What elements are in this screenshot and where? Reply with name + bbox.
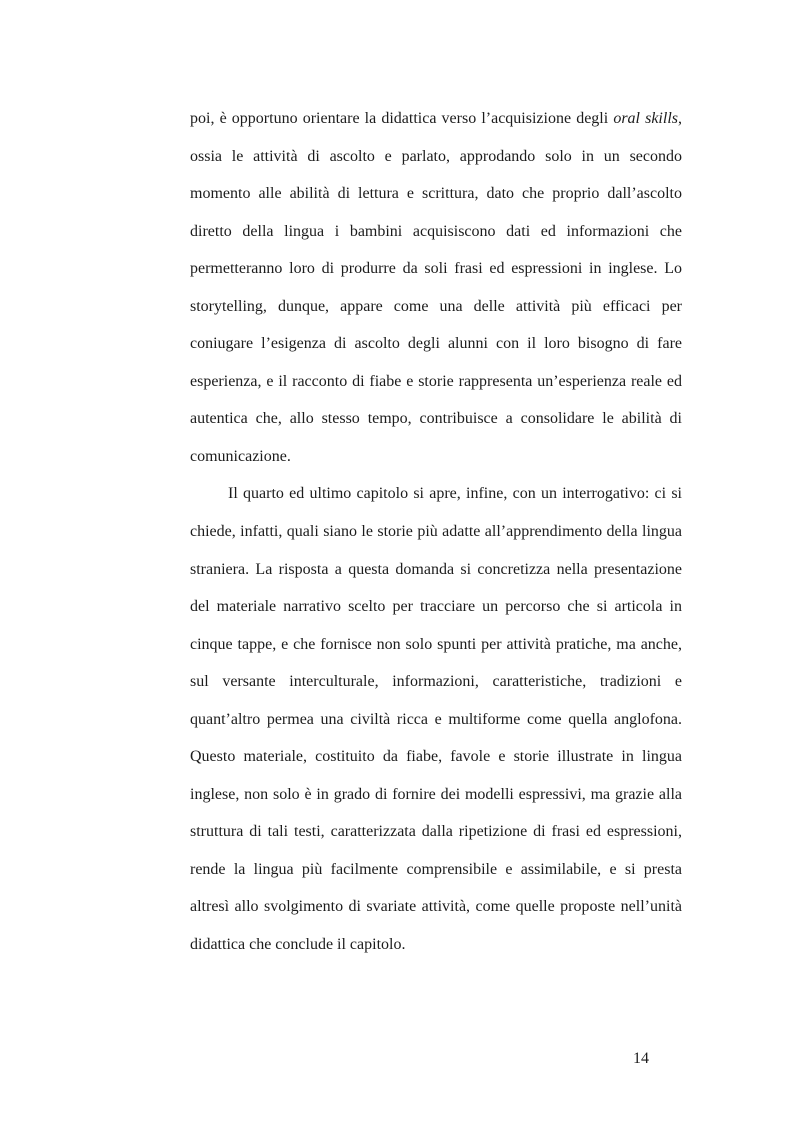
italic-text-run: oral skills [613,110,678,127]
text-run: poi, è opportuno orientare la didattica verso l’acquisizione degli [190,110,614,127]
paragraph-1 [190,100,682,475]
document-body [190,100,682,964]
page-number: 14 [633,1050,649,1067]
text-run: Il quarto ed ultimo capitolo si apre, infine, con un interrogativo: ci si chiede, infatti, quali siano le storie più adatte all’apprendimento della lingua straniera. La risposta a questa domanda si concretizza nella presentazione del materiale narrativo scelto per tracciare un percorso che si articola in cinque tappe, e che fornisce non solo spunti per attività pratiche, ma anche, sul versante interculturale, informazioni, caratteristiche, tradizioni e quant’altro permea una civiltà ricca e multiforme come quella anglofona. Questo materiale, costituito da fiabe, favole e storie illustrate in lingua inglese, non solo è in grado di fornire dei modelli espressivi, ma grazie alla struttura di tali testi, caratterizzata dalla ripetizione di frasi ed espressioni, rende la lingua più facilmente comprensibile e assimilabile, e si presta altresì allo svolgimento di svariate attività, come quelle proposte nell’unità didattica che conclude il capitolo. [190,485,682,954]
text-run: , ossia le attività di ascolto e parlato, approdando solo in un secondo momento alle abilità di lettura e scrittura, dato che proprio dall’ascolto diretto della lingua i bambini acquisiscono dati ed informazioni che permetteranno loro di produrre da soli frasi ed espressioni in inglese. Lo storytelling, dunque, appare come una delle attività più efficaci per coniugare l’esigenza di ascolto degli alunni con il loro bisogno di fare esperienza, e il racconto di fiabe e storie rappresenta un’esperienza reale ed autentica che, allo stesso tempo, contribuisce a consolidare le abilità di comunicazione. [190,110,682,465]
paragraph-2 [190,475,682,963]
